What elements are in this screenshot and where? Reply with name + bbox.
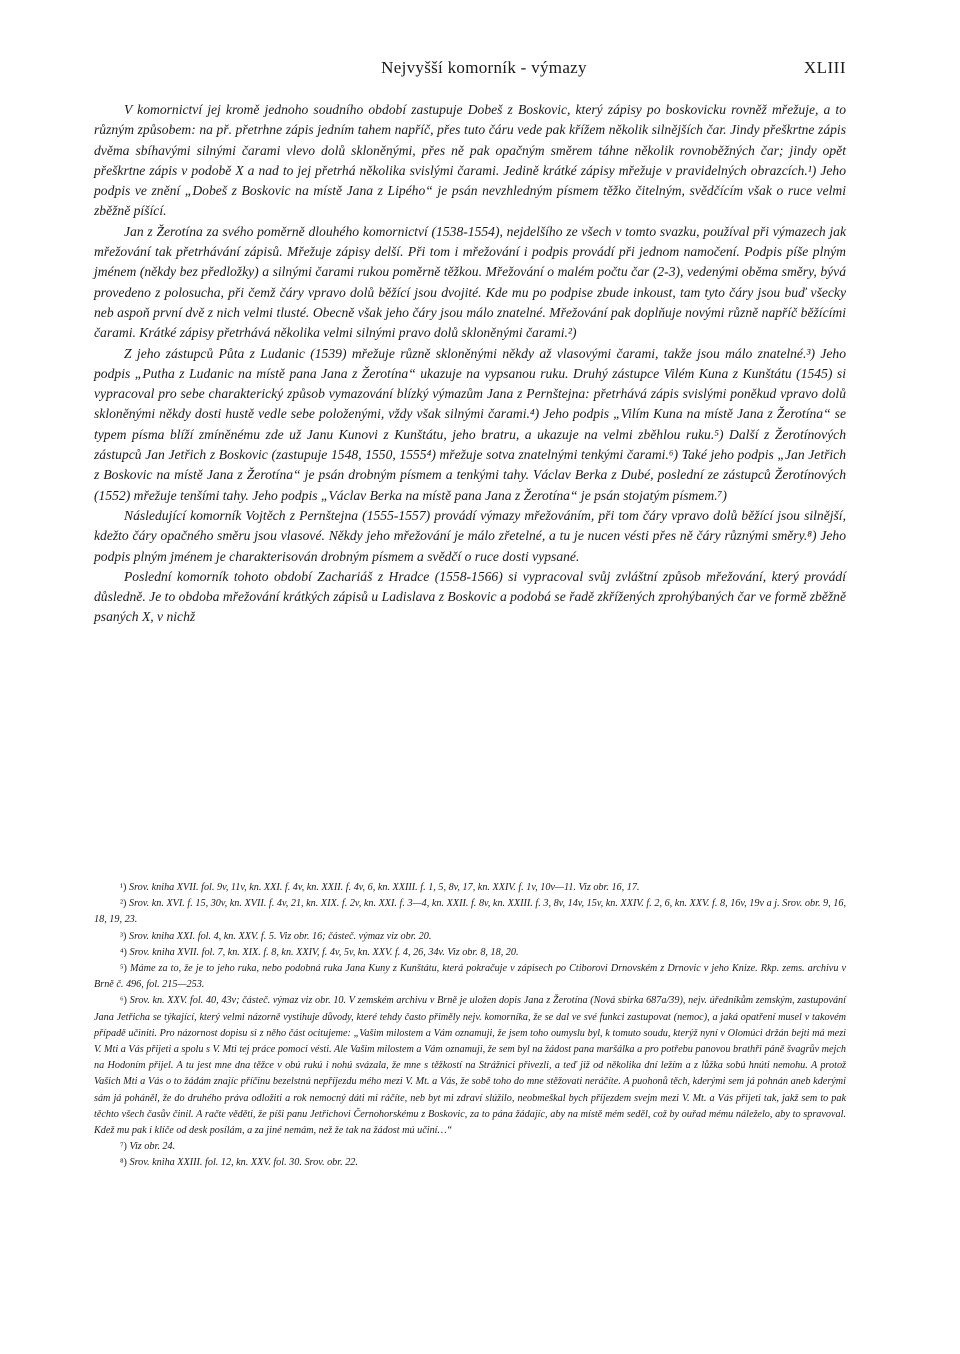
- footnote: [94, 896, 846, 928]
- footnotes: [94, 880, 846, 1172]
- footnote-text: Srov. kniha XXI. fol. 4, kn. XXV. f. 5. Viz obr. 16; částeč. výmaz viz obr. 20.: [129, 930, 432, 942]
- footnote-text: Máme za to, že je to jeho ruka, nebo podobná ruka Jana Kuny z Kunštátu, která pokračuje v zápisech po Ctiborovi Drnovském z Drnovic v jeho Knize. Rkp. zems. archivu v Brně č. 496, fol. 215—253.: [94, 963, 846, 991]
- footnote-mark: ²): [120, 898, 127, 910]
- footnote: [94, 929, 846, 945]
- footnote-text: Srov. kniha XVII. fol. 9v, 11v, kn. XXI. f. 4v, kn. XXII. f. 4v, 6, kn. XXIII. f. 1, 5, 8v, 17, kn. XXIV. f. 1v, 10v—11. Viz obr. 16, 17.: [129, 882, 640, 893]
- footnote-text: Srov. kniha XVII. fol. 7, kn. XIX. f. 8, kn. XXIV, f. 4v, 5v, kn. XXV. f. 4, 26, 34v. Viz obr. 8, 18, 20.: [129, 946, 519, 958]
- body-text: [94, 100, 846, 628]
- footnote: [94, 961, 846, 993]
- footnote: [94, 1139, 846, 1155]
- paragraph: Poslední komorník tohoto období Zachariáš z Hradce (1558-1566) si vypracoval svůj zvláštní způsob mřežování, který provádí důsledně. Je to obdoba mřežování krátkých zápisů u Ladislava z Boskovic a podobá se řadě zkřížených zprohýbaných čar ve formě zběžně psaných X, v nichž: [94, 568, 846, 625]
- paragraph: Jan z Žerotína za svého poměrně dlouhého komornictví (1538-1554), nejdelšího ze všech v tomto svazku, používal při výmazech jak mřežování tak přetrhávání zápisů. Mřežuje zápisy delší. Při tom i mřežování i podpis provádí při jednom namočení. Podpis píše plným jménem (někdy bez předložky) a silnými čarami rukou poměrně těžkou. Mřežování o malém počtu čar (2-3), vedenými oběma směry, bývá provedeno z polosucha, při čemž čáry vpravo dolů běžící jsou dvojité. Kde mu po podpise zbude inkoust, tam tyto čáry jsou buď všecky neb aspoň první dvě z nich velmi tlusté. Obecně však jeho čáry jsou málo znatelné. Mřežování pak doplňuje novými různě napříč běžícími čarami. Krátké zápisy přetrhává několika velmi silnými pravo dolů skloněnými čarami.²): [94, 223, 846, 341]
- footnote-mark: ⁸): [120, 1157, 127, 1169]
- running-title: Nejvyšší komorník - výmazy: [381, 58, 587, 77]
- footnote-mark: ⁵): [120, 963, 127, 975]
- paragraph: Následující komorník Vojtěch z Pernštejna (1555-1557) provádí výmazy mřežováním, při tom čáry vpravo dolů běžící jsou silnější, kdežto čáry opačného směru jsou vlasové. Někdy jeho mřežování je málo zřetelné, a tu je nucen vésti přes ně čáry různými směry.⁸) Jeho podpis plným jménem je charakterisován drobným písmem a svědčí o ruce dosti vypsané.: [94, 507, 846, 564]
- footnote-mark: ³): [120, 930, 127, 942]
- paragraph: V komornictví jej kromě jednoho soudního období zastupuje Dobeš z Boskovic, který zápisy po boskovicku rovněž mřežuje, a to různým způsobem: na př. přetrhne zápis jedním tahem napříč, přes tuto čáru vede pak křížem několik silnějších čar. Jindy přeškrtne zápis dvěma sbíhavými silnými čarami vlevo dolů skloněnými, přes ně pak opačným směrem táhne několik rovnoběžných čar; jindy opět přeškrtne zápis v podobě X a nad to jej přetrhá několika svislými čarami. Jedině krátké zápisy mřežuje v pravidelných obrazcích.¹) Jeho podpis ve znění „Dobeš z Boskovic na místě Jana z Lipého“ je psán nevzhledným písmem těžko čitelným, svědčícím však o ruce velmi zběžně píšící.: [94, 102, 846, 219]
- footnote: [94, 945, 846, 961]
- footnote: [94, 993, 846, 1139]
- page-number: XLIII: [803, 58, 846, 77]
- footnote-mark: ⁶): [120, 995, 127, 1007]
- paragraph: Z jeho zástupců Půta z Ludanic (1539) mřežuje různě skloněnými někdy až vlasovými čarami, takže jsou málo znatelné.³) Jeho podpis „Putha z Ludanic na místě pana Jana z Žerotína“ ukazuje na vypsanou ruku. Druhý zástupce Vilém Kuna z Kunštátu (1545) si vypracoval pro sebe charakterický způsob vymazování blízký výmazům Jana z Pernštejna: přetrhává zápis svislými poněkud vpravo dolů skloněnými někdy dosti hustě vedle sebe položenými, vždy však silnými čarami.⁴) Jeho podpis „Vilím Kuna na místě Jana z Žerotína“ se typem písma blíží zmíněnému zde už Janu Kunovi z Kunštátu, jeho bratru, a ukazuje na velmi zběhlou ruku.⁵) Další z Žerotínových zástupců Jan Jetřich z Boskovic (zastupuje 1548, 1550, 1555⁴) mřežuje sotva znatelnými tenkými čarami.⁶) Také jeho podpis „Jan Jetřich z Boskovic na místě Jana z Žerotína“ je psán drobným písmem a tenkými tahy. Václav Berka z Dubé, poslední ze zástupců Žerotínových (1552) mřežuje tenšími tahy. Jeho podpis „Václav Berka na místě pana Jana z Žerotína“ je psán stojatým písmem.⁷): [94, 345, 846, 503]
- footnote-mark: ⁷): [120, 1141, 127, 1153]
- footnote-text: Srov. kn. XXV. fol. 40, 43v; částeč. výmaz viz obr. 10. V zemském archivu v Brně je uložen dopis Jana z Žerotína (Nová sbírka 687a/39), nejv. úředníkům zemským, zastupování Jana Jetřicha se týkající, který velmi názorně vystihuje důvody, které tehdy často přiměly nejv. komorníka, že se dal ve své funkci zastupovat (nemoc), a jaká opatření musel v takovém případě učiniti. Pro názornost dopisu si z něho část ocitujeme: „Vašim milostem a Vám oznamuji, že jsem toho oumyslu byl, k tomuto soudu, kterýž nyní v Olomúci držán bejti má mezi V. Mti a Vás přijeti a spolu s V. Mti tej práce pomoci vésti. Ale Vašim milostem a Vám oznamuji, že sem byl na žádost pana maršálka a pro potřebu panovou brathři páně švagrův mejch na Hodoním přijel. A tu jest mne dna těžce v obú rukú i nohú svázala, že mne s těžkostí na Strážnici přivezli, a teď již od několika dní ležím a z lůžka sobú hnúti nemohu. A protož Vašich Mti a Vás o to žádám znajíc příčinu bezelstnú nepříjezdu mého mezi V. Mt. a Vás, že sobě toho do mne stěžovati neráčíte. A puohonů těch, kderými sem já pohnán aneb kderými sám já poháněl, že do druhého práva odložiti a rok nemocný dáti mi ráčíte, neb byt mi zdraví slúžilo, neobmeškal bych příjezdem svejm mezi V. Mt. a Vás přijeti tak, jakž sem to pak těchto všech časův činil. A račte věděti, že píši panu Jetřichovi Černohorskému z Boskovic, za to pána žádajíc, aby na místě mém seděl, což by ouřad mému náleželo, aby to spravoval. Kdež mu pak i klíče od desk posílám, a za jiné nemám, než že tak na žádost mú učiní…“: [94, 995, 846, 1137]
- footnote-text: Srov. kn. XVI. f. 15, 30v, kn. XVII. f. 4v, 21, kn. XIX. f. 2v, kn. XXI. f. 3—4, kn. XXII. f. 8v, kn. XXIII. f. 3, 8v, 14v, 15v, kn. XXIV. f. 2, 6, kn. XXV. f. 8, 16v, 19v a j. Srov. obr. 9, 16, 18, 19, 23.: [94, 898, 846, 926]
- footnote-text: Viz obr. 24.: [129, 1141, 176, 1153]
- footnote: [94, 880, 846, 896]
- footnote-mark: ¹): [120, 882, 127, 893]
- footnote: [94, 1155, 846, 1171]
- footnote-text: Srov. kniha XXIII. fol. 12, kn. XXV. fol. 30. Srov. obr. 22.: [129, 1157, 358, 1169]
- running-head: [122, 58, 846, 82]
- footnote-mark: ⁴): [120, 946, 127, 958]
